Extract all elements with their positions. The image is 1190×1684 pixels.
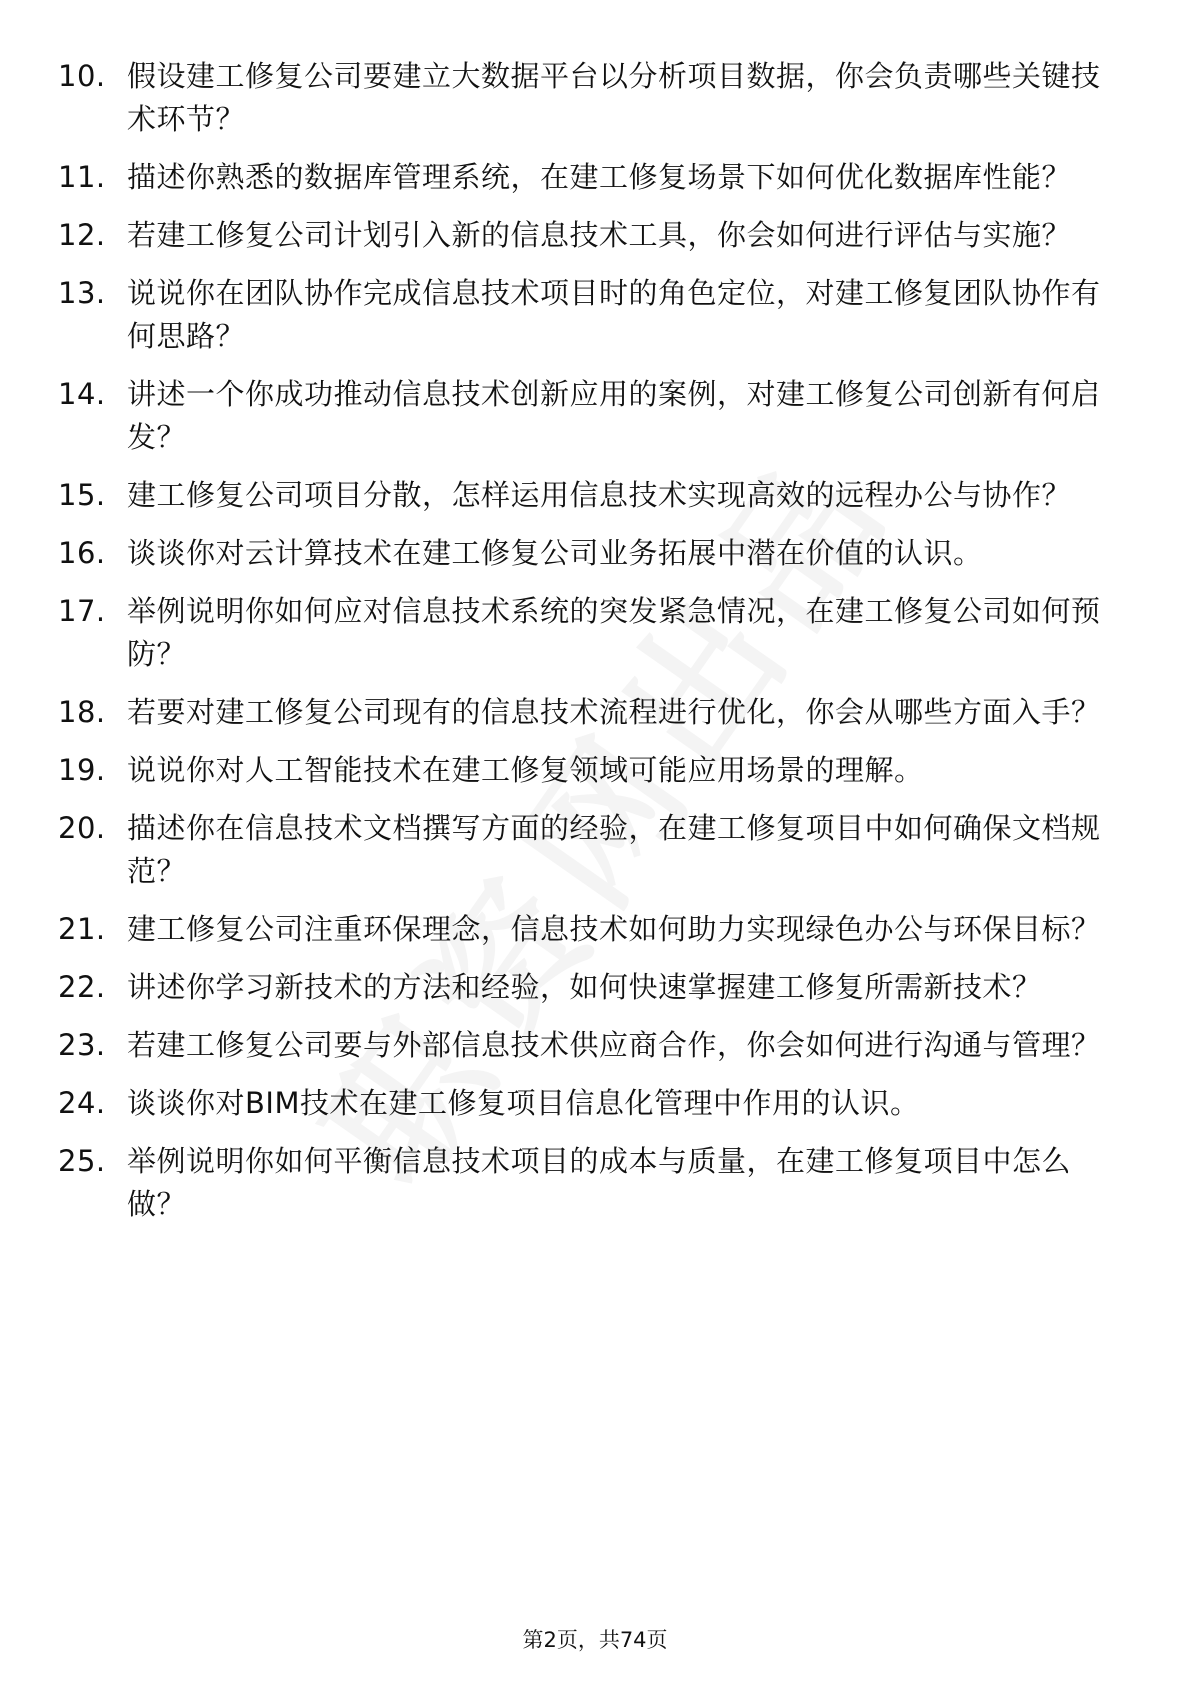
question-text: 讲述一个你成功推动信息技术创新应用的案例，对建工修复公司创新有何启发？ bbox=[127, 377, 1101, 454]
question-text: 假设建工修复公司要建立大数据平台以分析项目数据，你会负责哪些关键技术环节？ bbox=[127, 59, 1101, 136]
question-item bbox=[0, 1082, 1190, 1125]
question-number: 11. bbox=[58, 160, 106, 194]
question-item bbox=[0, 373, 1190, 459]
question-item bbox=[0, 474, 1190, 517]
question-number: 24. bbox=[58, 1086, 106, 1120]
question-text: 谈谈你对BIM技术在建工修复项目信息化管理中作用的认识。 bbox=[127, 1086, 920, 1120]
question-item bbox=[0, 55, 1190, 141]
question-number: 22. bbox=[58, 970, 106, 1004]
page-number-footer: 第2页，共74页 bbox=[522, 1628, 668, 1652]
question-text: 若要对建工修复公司现有的信息技术流程进行优化，你会从哪些方面入手？ bbox=[127, 695, 1101, 729]
question-item bbox=[0, 807, 1190, 893]
question-number: 23. bbox=[58, 1028, 106, 1062]
question-item bbox=[0, 214, 1190, 257]
question-number: 18. bbox=[58, 695, 106, 729]
question-number: 15. bbox=[58, 478, 106, 512]
question-text: 若建工修复公司要与外部信息技术供应商合作，你会如何进行沟通与管理？ bbox=[127, 1028, 1101, 1062]
question-number: 19. bbox=[58, 753, 106, 787]
question-text: 若建工修复公司计划引入新的信息技术工具，你会如何进行评估与实施？ bbox=[127, 218, 1072, 252]
question-item bbox=[0, 532, 1190, 575]
question-text: 举例说明你如何应对信息技术系统的突发紧急情况，在建工修复公司如何预防？ bbox=[127, 594, 1101, 671]
question-text: 举例说明你如何平衡信息技术项目的成本与质量，在建工修复项目中怎么做？ bbox=[127, 1144, 1072, 1221]
question-item bbox=[0, 966, 1190, 1009]
question-number: 10. bbox=[58, 59, 106, 93]
question-item bbox=[0, 908, 1190, 951]
question-text: 讲述你学习新技术的方法和经验，如何快速掌握建工修复所需新技术？ bbox=[127, 970, 1042, 1004]
question-number: 16. bbox=[58, 536, 106, 570]
question-text: 说说你在团队协作完成信息技术项目时的角色定位，对建工修复团队协作有何思路？ bbox=[127, 276, 1101, 353]
question-text: 描述你熟悉的数据库管理系统，在建工修复场景下如何优化数据库性能？ bbox=[127, 160, 1072, 194]
question-number: 13. bbox=[58, 276, 106, 310]
question-text: 谈谈你对云计算技术在建工修复公司业务拓展中潜在价值的认识。 bbox=[127, 536, 983, 570]
question-number: 14. bbox=[58, 377, 106, 411]
question-text: 说说你对人工智能技术在建工修复领域可能应用场景的理解。 bbox=[127, 753, 924, 787]
question-text: 描述你在信息技术文档撰写方面的经验，在建工修复项目中如何确保文档规范？ bbox=[127, 811, 1101, 888]
question-number: 20. bbox=[58, 811, 106, 845]
question-item bbox=[0, 156, 1190, 199]
question-text: 建工修复公司注重环保理念，信息技术如何助力实现绿色办公与环保目标？ bbox=[127, 912, 1101, 946]
question-text: 建工修复公司项目分散，怎样运用信息技术实现高效的远程办公与协作？ bbox=[127, 478, 1072, 512]
question-item bbox=[0, 1024, 1190, 1067]
question-number: 25. bbox=[58, 1144, 106, 1178]
question-number: 21. bbox=[58, 912, 106, 946]
question-list bbox=[0, 55, 1190, 1241]
question-item bbox=[0, 272, 1190, 358]
question-number: 12. bbox=[58, 218, 106, 252]
question-item bbox=[0, 590, 1190, 676]
question-number: 17. bbox=[58, 594, 106, 628]
question-item bbox=[0, 1140, 1190, 1226]
question-item bbox=[0, 691, 1190, 734]
question-item bbox=[0, 749, 1190, 792]
